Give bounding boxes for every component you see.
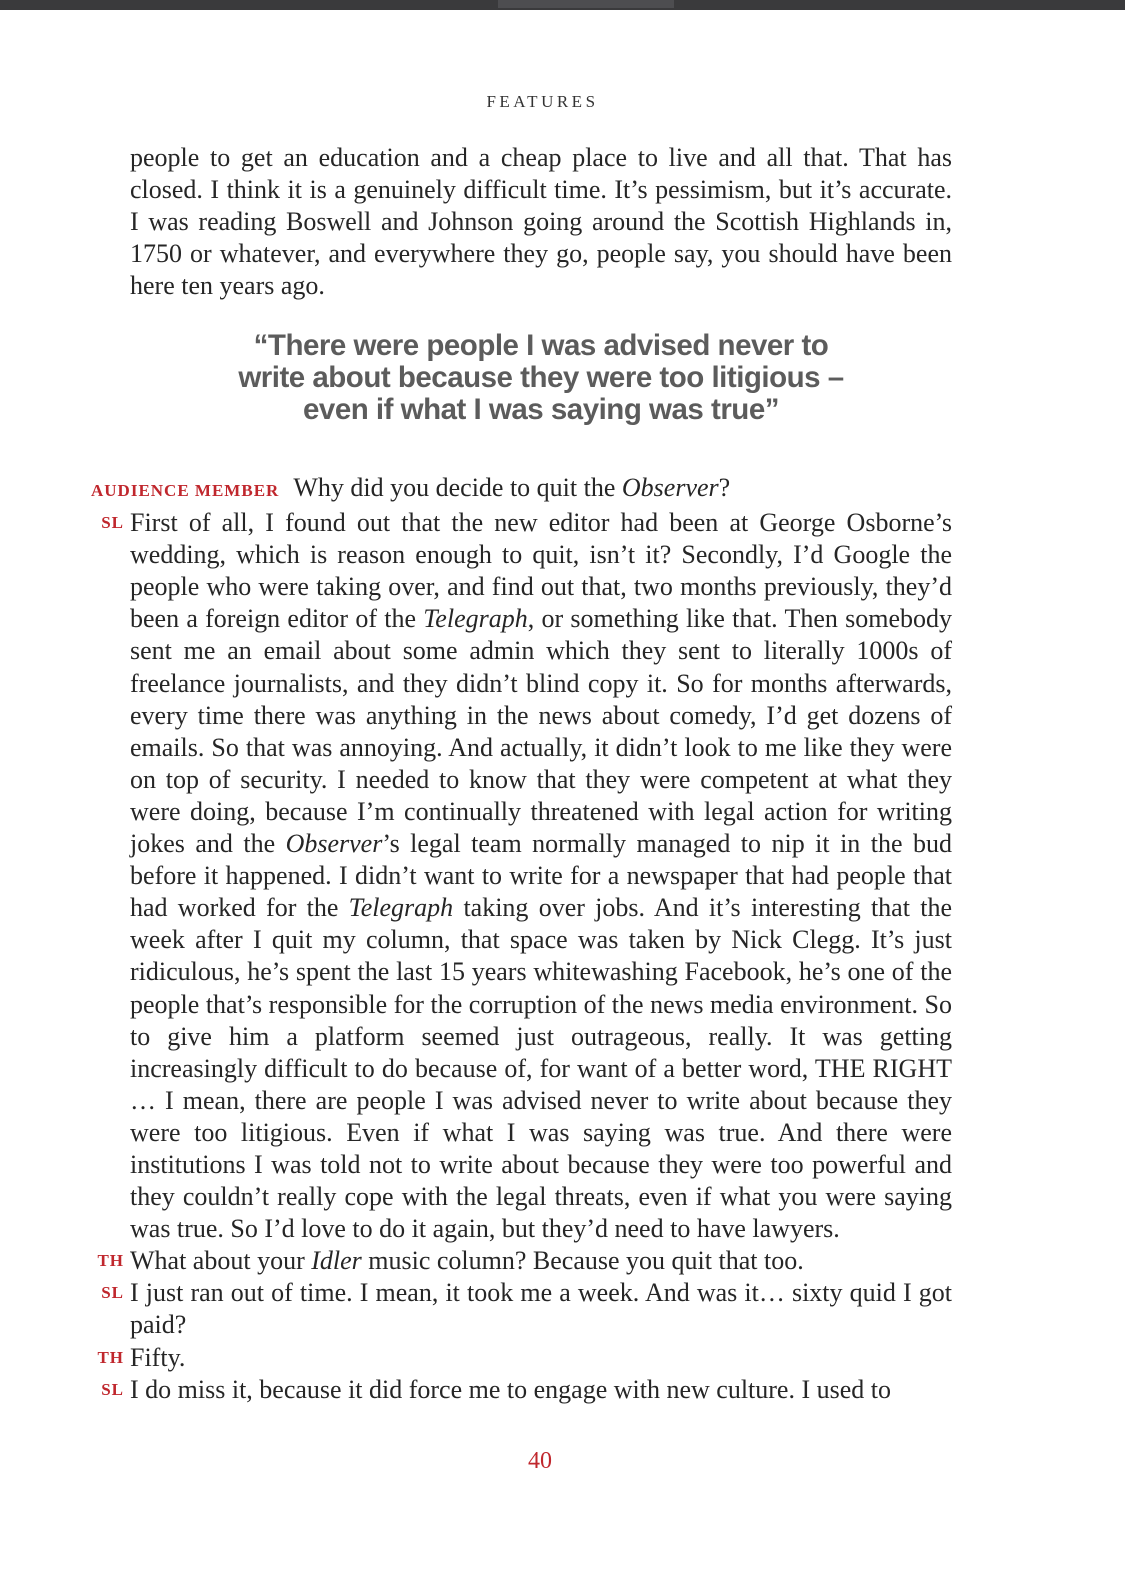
dialogue-turn bbox=[101, 507, 953, 1245]
speaker-label: SL bbox=[101, 1283, 124, 1303]
section-header: FEATURES bbox=[486, 92, 599, 111]
turn-text: What about your bbox=[130, 1246, 312, 1276]
dialogue-turn bbox=[101, 1374, 952, 1406]
publication-name: Observer bbox=[621, 473, 719, 502]
window-tab[interactable] bbox=[498, 0, 674, 8]
publication-name: Idler bbox=[311, 1246, 362, 1276]
turn-text: music column? Because you quit that too. bbox=[361, 1246, 804, 1276]
turn-text: I do miss it, because it did force me to engage with new culture. I used to bbox=[130, 1374, 892, 1404]
turn-text: First of all, I found out that the new editor had been at George Osborne’s wedding, which is reason enough to quit, isn’t it? Secondly, I’d Google the people who were taking over, and find out that, two months previously, they’d been a foreign editor of the bbox=[130, 508, 952, 634]
dialogue-turn bbox=[91, 472, 952, 507]
turn-text: Fifty. bbox=[130, 1342, 186, 1372]
speaker-label: AUDIENCE MEMBER bbox=[91, 481, 280, 500]
dialogue-turn bbox=[101, 1277, 952, 1341]
turn-text: ’s legal team normally managed to nip it in the bud before it happened. I didn’t want to write for a newspaper that had people that had worked for the bbox=[130, 829, 953, 923]
pull-quote-line: even if what I was saying was true” bbox=[303, 393, 779, 426]
dialogue-turn bbox=[97, 1245, 952, 1277]
speaker-label: SL bbox=[101, 1379, 124, 1399]
turn-text: taking over jobs. And it’s interesting that the week after I quit my column, that space was taken by Nick Clegg. It’s just ridiculous, he’s spent the last 15 years whitewashing Facebook, he’s one of the people that’s responsible for the corruption of the news media environment. So to give him a platform seemed just outrageous, really. It was getting increasingly difficult to do because of, for want of a better word, THE RIGHT … I mean, there are people I was advised never to write about because they were too litigious. Even if what I was saying was true. And there were institutions I was told not to write about because they were too powerful and they couldn’t really cope with the legal threats, even if what you were saying was true. So I’d love to do it again, but they’d need to have lawyers. bbox=[130, 893, 952, 1244]
interview-dialogue bbox=[91, 472, 953, 1406]
pull-quote bbox=[130, 330, 952, 426]
turn-text: I just ran out of time. I mean, it took me a week. And was it… sixty quid I got paid? bbox=[130, 1278, 952, 1340]
publication-name: Telegraph bbox=[423, 604, 528, 634]
intro-paragraph: people to get an education and a cheap place to live and all that. That has closed. I think it is a genuinely difficult time. It’s pessimism, but it’s accurate. I was reading Boswell and Johnson going around the Scottish Highlands in, 1750 or whatever, and everywhere they go, people say, you should have been here ten years ago. bbox=[130, 143, 952, 301]
publication-name: Telegraph bbox=[348, 893, 454, 923]
turn-text: Why did you decide to quit the bbox=[293, 473, 622, 502]
speaker-label: SL bbox=[101, 513, 124, 533]
speaker-label: TH bbox=[97, 1251, 124, 1271]
window-top-bar bbox=[0, 0, 1125, 10]
pull-quote-line: write about because they were too litigious – bbox=[238, 361, 844, 394]
speaker-label: TH bbox=[97, 1347, 124, 1367]
publication-name: Observer bbox=[285, 829, 383, 859]
magazine-page bbox=[0, 10, 1125, 1570]
pull-quote-line: “There were people I was advised never to bbox=[253, 329, 829, 362]
page-number: 40 bbox=[528, 1448, 552, 1474]
turn-text: , or something like that. Then somebody sent me an email about some admin which they sent to literally 1000s of freelance journalists, and they didn’t blind copy it. So for months afterwards, every time there was anything in the news about comedy, I’d get dozens of emails. So that was annoying. And actually, it didn’t look to me like they were on top of security. I needed to know that they were competent at what they were doing, because I’m continually threatened with legal action for writing jokes and the bbox=[130, 604, 952, 859]
dialogue-turn bbox=[97, 1342, 952, 1374]
turn-text: ? bbox=[718, 473, 731, 502]
